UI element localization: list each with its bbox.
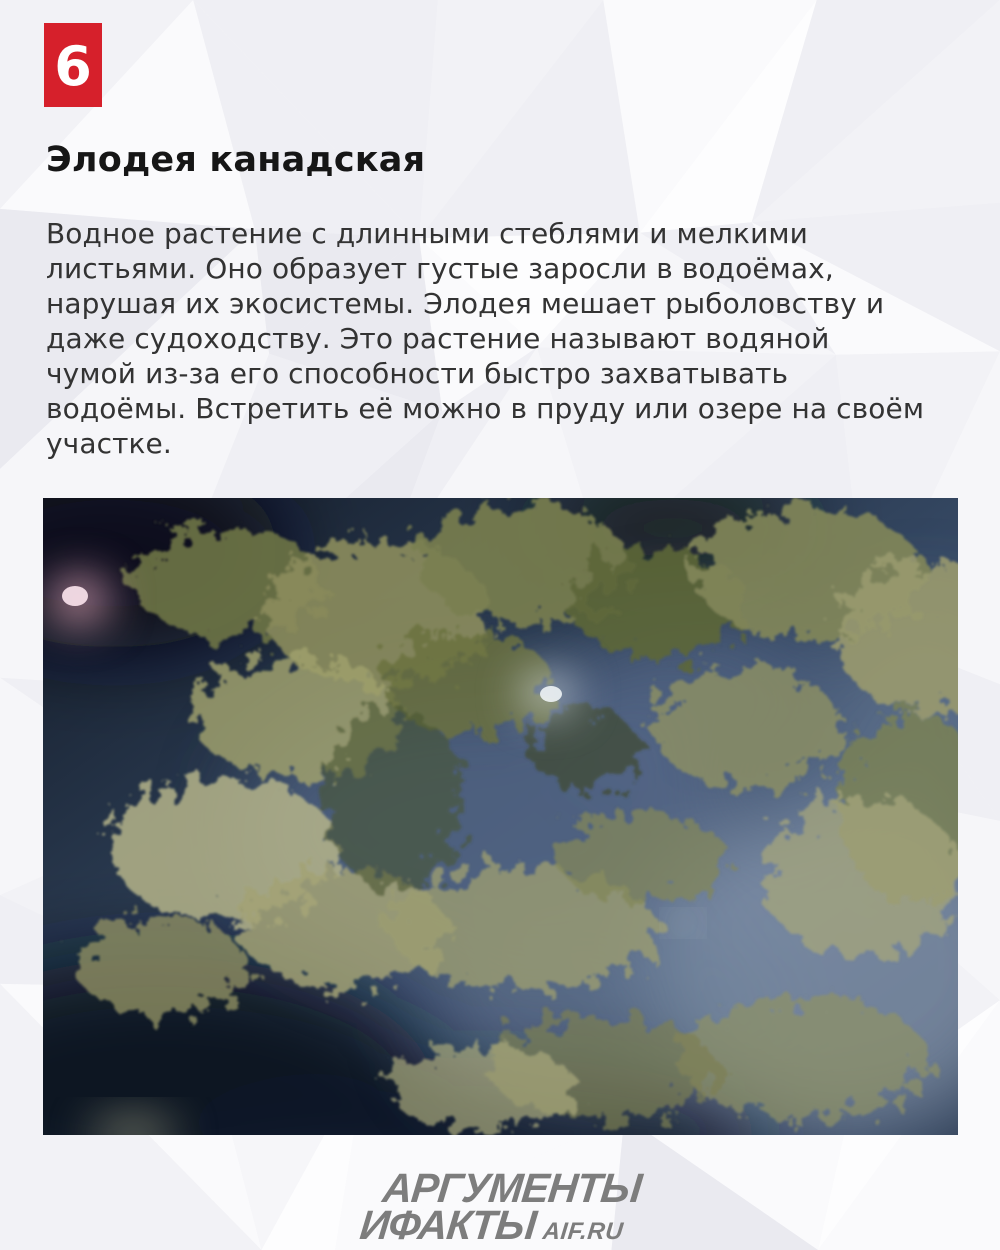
body-line: участке. [46,427,172,460]
number-badge [44,23,102,107]
body-line: чумой из-за его способности быстро захватывать [46,357,789,390]
body-line: листьями. Оно образует густые заросли в водоёмах, [46,252,834,285]
aif-logo [0,1165,1000,1248]
logo-line-1: АРГУМЕНТЫ [380,1165,644,1211]
body-line: водоёмы. Встретить её можно в пруду или озере на своём [46,392,925,425]
logo-line-2 [0,1202,994,1248]
body-text [46,216,976,461]
page-title: Элодея канадская [46,140,426,180]
body-line: нарушая их экосистемы. Элодея мешает рыболовству и [46,287,885,320]
plant-photo-graphic [43,498,958,1135]
plant-photo [43,498,958,1135]
body-line: даже судоходству. Это растение называют водяной [46,322,830,355]
logo-line-2-text: ИФАКТЫ [357,1202,538,1248]
body-line: Водное растение с длинными стеблями и мелкими [46,217,808,250]
logo-domain: AIF.RU [541,1218,625,1245]
badge-number-text: 6 [54,35,92,98]
